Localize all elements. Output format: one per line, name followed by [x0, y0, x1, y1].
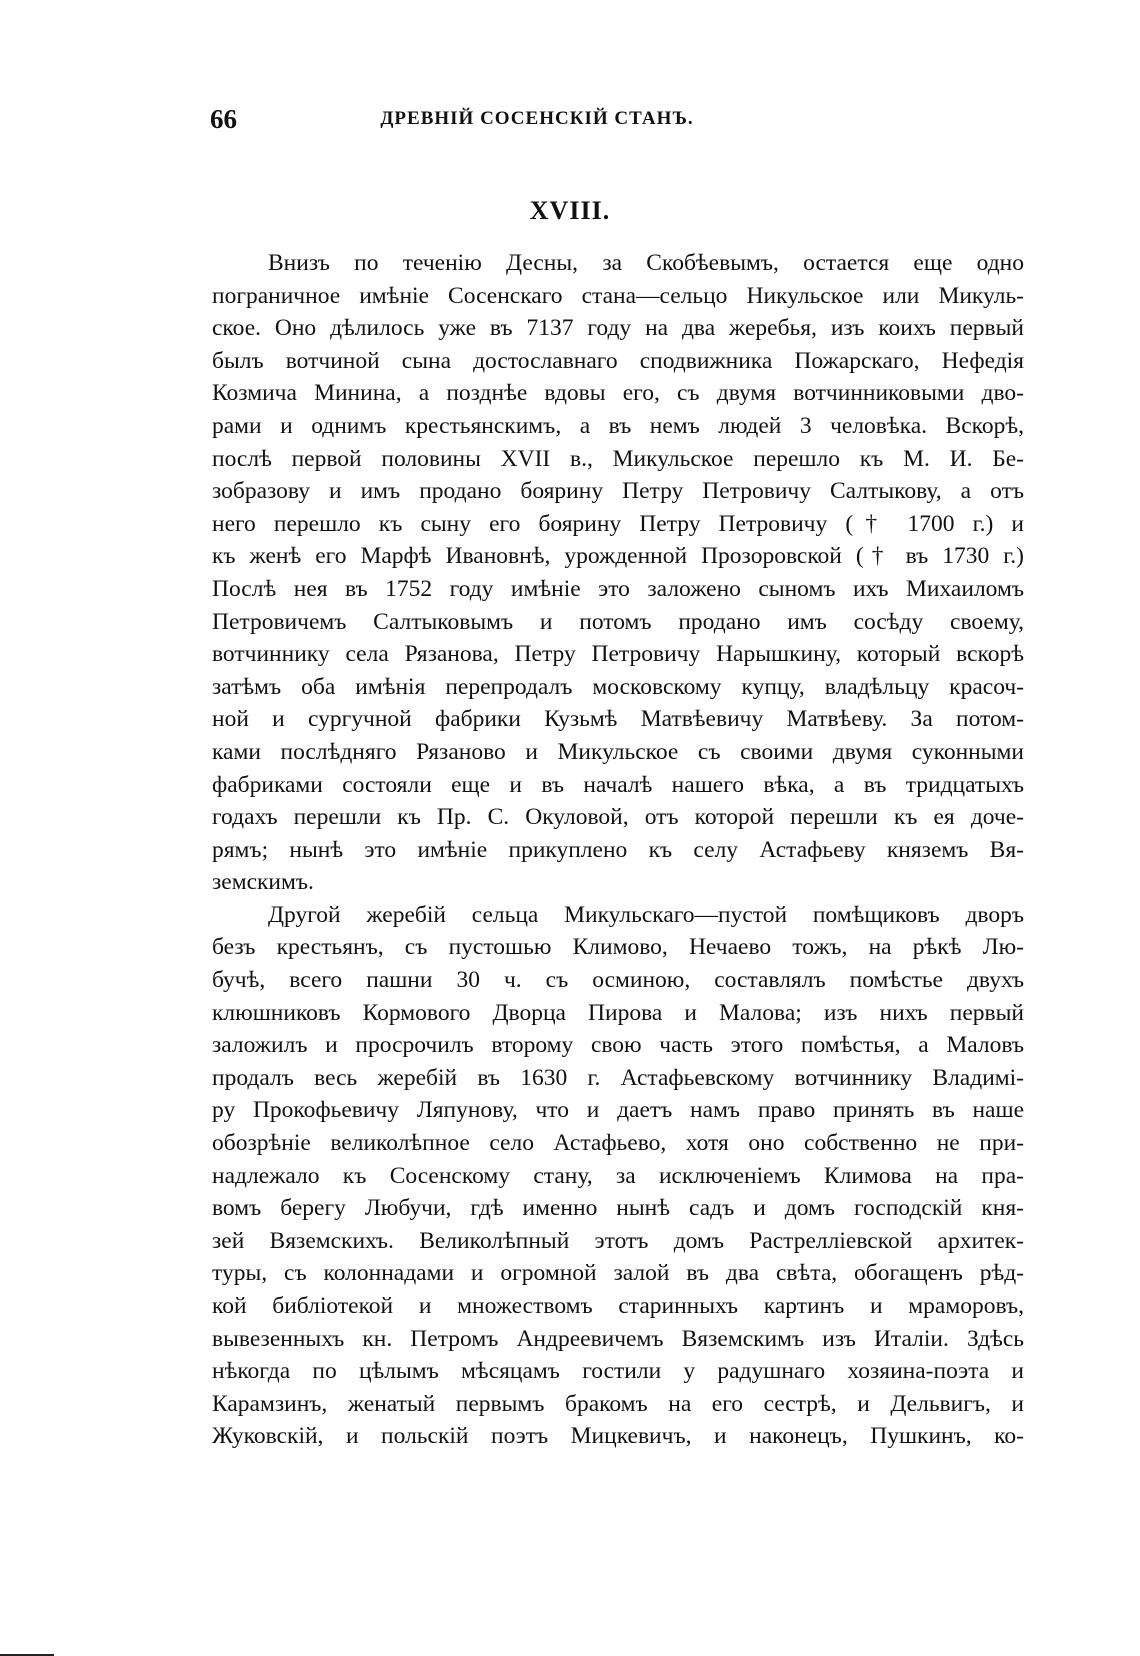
text-line: Послѣ нея въ 1752 году имѣніе это заложено сыномъ ихъ Михаиломъ [212, 575, 1024, 602]
running-head [210, 104, 770, 144]
text-line: ру Прокофьевичу Ляпунову, что и даетъ намъ право принять въ наше [212, 1097, 1024, 1124]
text-line: кой библіотекой и множествомъ старинныхъ картинъ и мраморовъ, [212, 1293, 1024, 1319]
text-line: ной и сургучной фабрики Кузьмѣ Матвѣевичу Матвѣеву. За потом- [212, 706, 1024, 733]
text-line: клюшниковъ Кормового Дворца Пирова и Малова; изъ нихъ первый [212, 999, 1024, 1026]
text-line: туры, съ колоннадами и огромной залой въ два свѣта, обогащенъ рѣд- [212, 1260, 1024, 1287]
text-line: годахъ перешли къ Пр. С. Окуловой, отъ которой перешли къ ея доче- [212, 804, 1024, 831]
text-line: вомъ берегу Любучи, гдѣ именно нынѣ садъ и домъ господскій кня- [212, 1195, 1024, 1222]
paragraph-2 [212, 899, 1024, 1453]
text-line: Петровичемъ Салтыковымъ и потомъ продано имъ сосѣду своему, [212, 608, 1024, 635]
text-line: нѣкогда по цѣлымъ мѣсяцамъ гостили у радушнаго хозяина-поэта и [212, 1358, 1024, 1385]
text-line: вотчиннику села Рязанова, Петру Петровичу Нарышкину, который вскорѣ [212, 641, 1024, 668]
running-title: ДРЕВНІЙ СОСЕНСКІЙ СТАНЪ. [380, 108, 694, 129]
text-line: къ женѣ его Марфѣ Ивановнѣ, урожденной Прозоровской († въ 1730 г.) [212, 543, 1024, 570]
text-line: зобразову и имъ продано боярину Петру Петровичу Салтыкову, а отъ [212, 478, 1024, 505]
paragraph-1 [212, 247, 1024, 899]
text-line: затѣмъ оба имѣнія перепродалъ московскому купцу, владѣльцу красоч- [212, 673, 1024, 700]
body-text [212, 247, 1024, 1453]
page-number: 66 [210, 104, 237, 134]
text-line: послѣ первой половины XVII в., Микульское перешло къ М. И. Бе- [212, 445, 1024, 472]
text-line: продалъ весь жеребій въ 1630 г. Астафьевскому вотчиннику Владимі- [212, 1064, 1024, 1091]
text-line: рами и однимъ крестьянскимъ, а въ немъ людей 3 человѣка. Вскорѣ, [212, 412, 1024, 439]
text-line: Жуковскій, и польскій поэтъ Мицкевичъ, и наконецъ, Пушкинъ, ко- [212, 1423, 1024, 1450]
text-line: былъ вотчиной сына достославнаго сподвижника Пожарскаго, Нефедія [212, 347, 1024, 374]
text-line: него перешло къ сыну его боярину Петру Петровичу († 1700 г.) и [212, 510, 1024, 537]
text-line: вывезенныхъ кн. Петромъ Андреевичемъ Вяземскимъ изъ Италіи. Здѣсь [212, 1325, 1024, 1352]
text-line: заложилъ и просрочилъ второму свою часть этого помѣстья, а Маловъ [212, 1032, 1024, 1059]
text-line: бучѣ, всего пашни 30 ч. съ осминою, составлялъ помѣстье двухъ [212, 967, 1024, 994]
text-line: надлежало къ Сосенскому стану, за исключеніемъ Климова на пра- [212, 1162, 1024, 1189]
text-line: рямъ; нынѣ это имѣніе прикуплено къ селу Астафьеву княземъ Вя- [212, 836, 1024, 863]
text-line: Карамзинъ, женатый первымъ бракомъ на его сестрѣ, и Дельвигъ, и [212, 1390, 1024, 1417]
text-line: Козмича Минина, а позднѣе вдовы его, съ двумя вотчинниковыми дво- [212, 380, 1024, 407]
text-line: пограничное имѣніе Сосенскаго стана—сельцо Никульское или Микуль- [212, 282, 1024, 309]
text-line: зей Вяземскихъ. Великолѣпный этотъ домъ Растреллiевской архитек- [212, 1227, 1024, 1254]
text-line: Внизъ по теченію Десны, за Скобѣевымъ, остается еще одно [268, 250, 1024, 276]
text-line: безъ крестьянъ, съ пустошью Климово, Нечаево тожъ, на рѣкѣ Лю- [212, 934, 1024, 961]
text-line: обозрѣніе великолѣпное село Астафьево, хотя оно собственно не при- [212, 1130, 1024, 1157]
text-line: Другой жеребій сельца Микульскаго—пустой помѣщиковъ дворъ [268, 901, 1024, 928]
text-line: фабриками состояли еще и въ началѣ нашего вѣка, а въ тридцатыхъ [212, 771, 1024, 798]
chapter-heading: XVIII. [529, 196, 611, 225]
text-line: ское. Оно дѣлилось уже въ 7137 году на два жеребья, изъ коихъ первый [212, 315, 1024, 342]
text-line: ками послѣдняго Рязаново и Микульское съ своими двумя суконными [212, 738, 1024, 765]
text-line: земскимъ. [212, 869, 314, 896]
